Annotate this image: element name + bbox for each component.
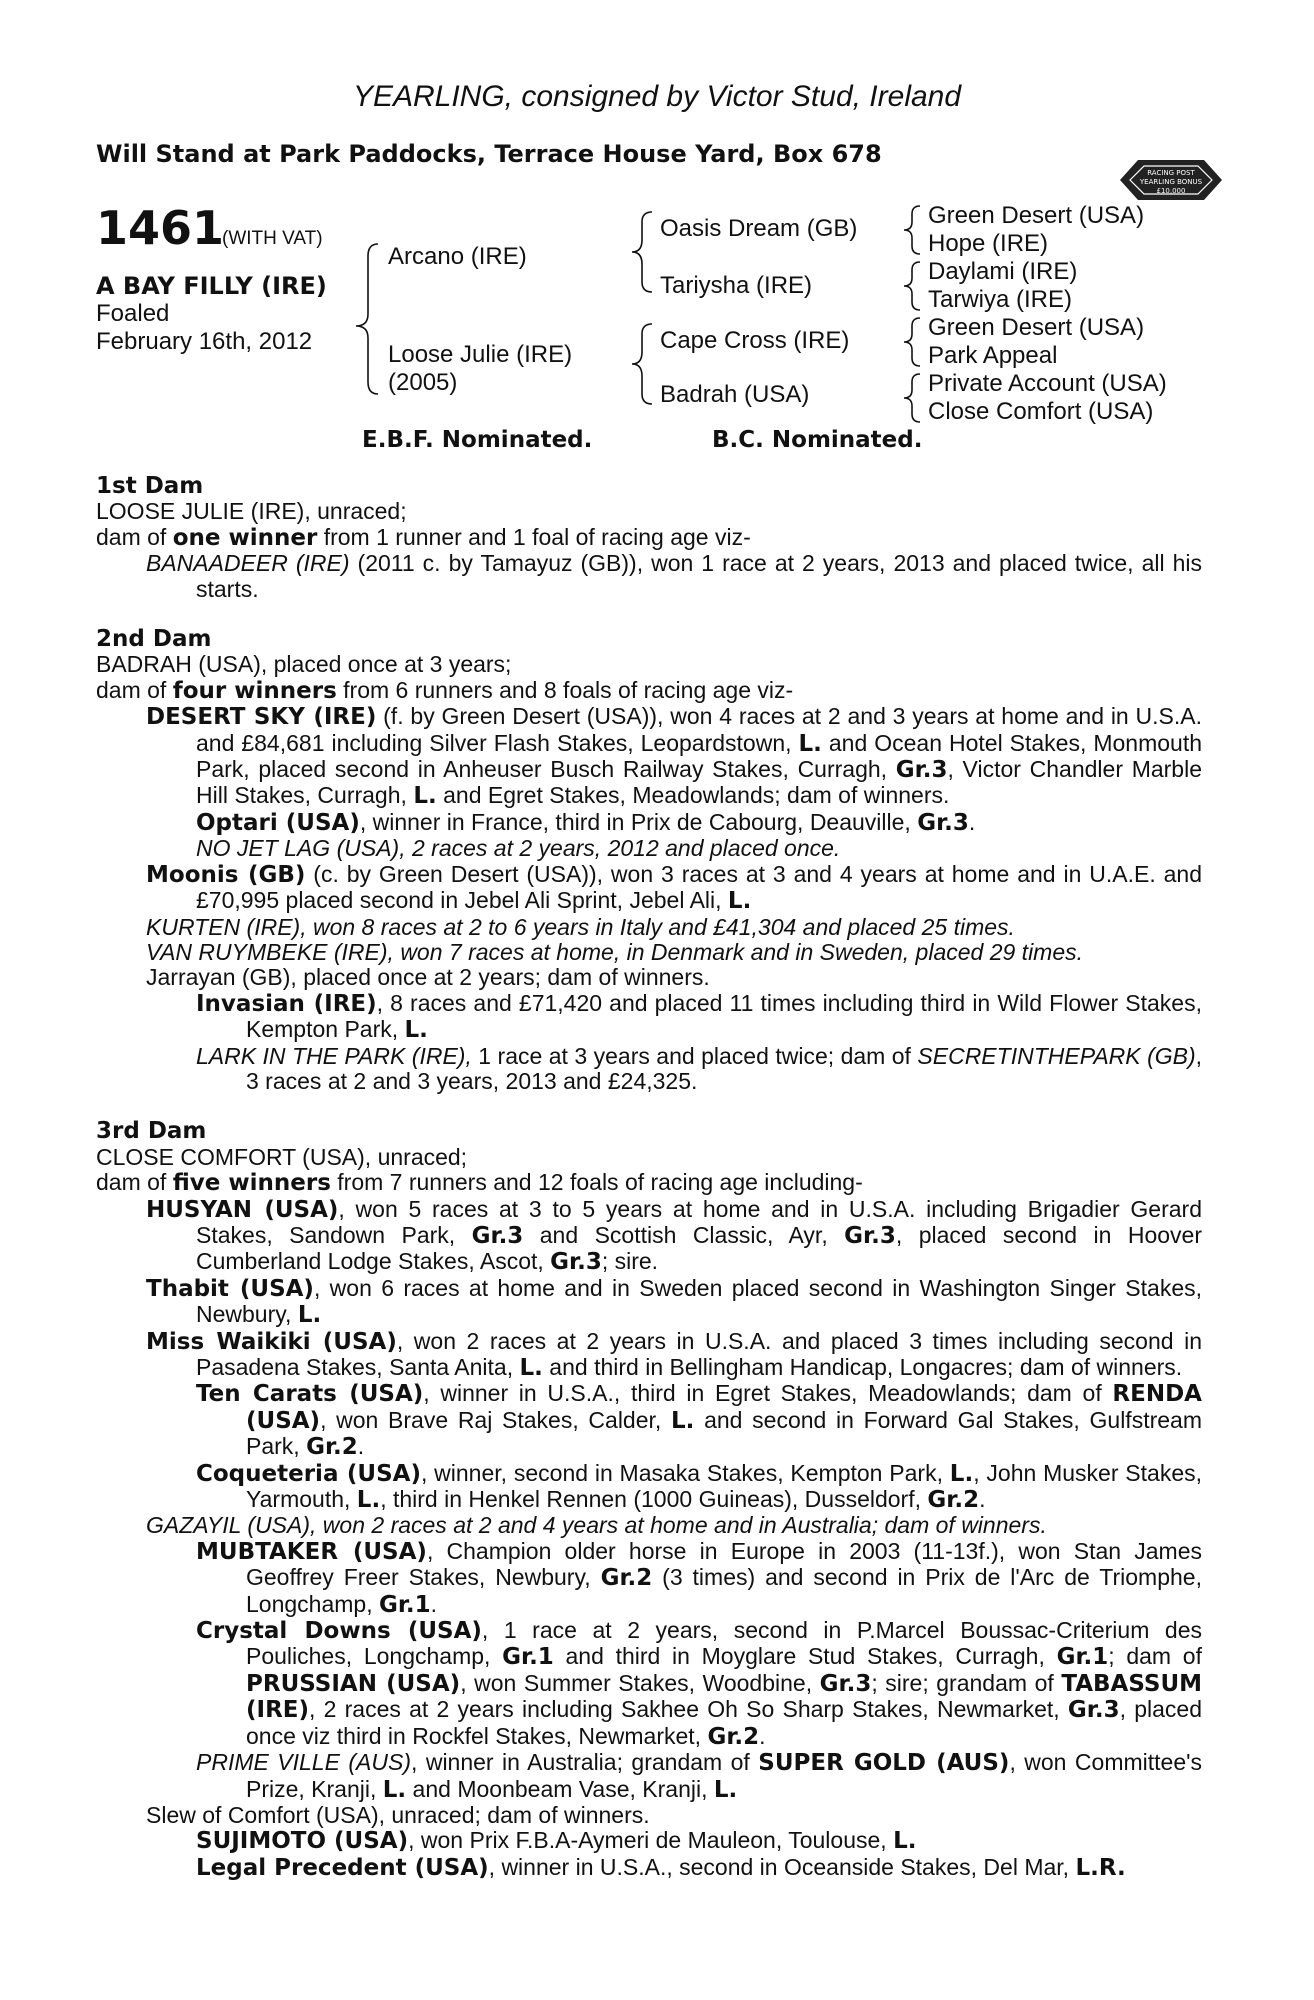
bc-nominated: B.C. Nominated. (712, 427, 923, 453)
pedigree-gg-7: Private Account (USA) (928, 370, 1167, 397)
second-dam-produce: dam of four winners from 6 runners and 8 foals of racing age viz- (96, 676, 794, 704)
foaled-date: February 16th, 2012 (96, 328, 313, 355)
third-dam-produce: dam of five winners from 7 runners and 12 foals of racing age including- (96, 1169, 863, 1197)
pedigree-dam: Loose Julie (IRE) (388, 341, 573, 368)
first-dam-heading: 1st Dam (96, 473, 204, 499)
pedigree-gg-8: Close Comfort (USA) (928, 398, 1154, 425)
produce-entry: Ten Carats (USA), winner in U.S.A., third in Egret Stakes, Meadowlands; dam of RENDA (USA), won Brave Raj Stakes, Calder, L. and second in Forward Gal Stakes, Gulfstream Park, Gr.2. (196, 1380, 1202, 1461)
second-dam-heading: 2nd Dam (96, 626, 212, 653)
lot-number: 1461 (96, 201, 225, 255)
badge-amount-text: £10,000 (1156, 187, 1186, 195)
pedigree-gg-5: Green Desert (USA) (928, 314, 1145, 341)
produce-entry: Coqueteria (USA), winner, second in Masaka Stakes, Kempton Park, L., John Musker Stakes, Yarmouth, L., third in Henkel Rennen (1000 Guineas), Dusseldorf, Gr.2. (196, 1459, 1203, 1514)
produce-entry: Optari (USA), winner in France, third in Prix de Cabourg, Deauville, Gr.3. (196, 808, 976, 836)
produce-entry: Thabit (USA), won 6 races at home and in Sweden placed second in Washington Singer Stakes, Newbury, L. (146, 1274, 1203, 1329)
produce-entry: Moonis (GB) (c. by Green Desert (USA)), won 3 races at 3 and 4 years at home and in U.A.E. and £70,995 placed second in Jebel Ali Sprint, Jebel Ali, L. (146, 860, 1202, 915)
pedigree-gg-1: Green Desert (USA) (928, 202, 1145, 229)
pedigree-dam-year: (2005) (388, 369, 458, 396)
second-dam-line: BADRAH (USA), placed once at 3 years; (96, 651, 512, 678)
pedigree-gg-6: Park Appeal (928, 342, 1058, 369)
foaled-label: Foaled (96, 300, 170, 327)
catalogue-body (96, 474, 1202, 1881)
third-dam-line: CLOSE COMFORT (USA), unraced; (96, 1143, 468, 1170)
produce-entry: Crystal Downs (USA), 1 race at 2 years, second in P.Marcel Boussac-Criterium des Pouliches, Longchamp, Gr.1 and third in Moyglare Stud Stakes, Curragh, Gr.1; dam of PRUSSIAN (USA), won Summer Stakes, Woodbine, Gr.3; sire; grandam of TABASSUM (IRE), 2 races at 2 years including Sakhee Oh So Sharp Stakes, Newmarket, Gr.3, placed once viz third in Rockfel Stakes, Newmarket, Gr.2. (196, 1617, 1203, 1750)
produce-entry: LARK IN THE PARK (IRE), 1 race at 3 years and placed twice; dam of SECRETINTHEPARK (GB), 3 races at 2 and 3 years, 2013 and £24,325. (196, 1042, 1203, 1094)
pedigree-gg-3: Daylami (IRE) (928, 258, 1078, 285)
produce-entry: Invasian (IRE), 8 races and £71,420 and placed 11 times including third in Wild Flower Stakes, Kempton Park, L. (196, 989, 1202, 1044)
produce-entry: VAN RUYMBEKE (IRE), won 7 races at home, in Denmark and in Sweden, placed 29 times. (146, 938, 1084, 965)
produce-entry: BANAADEER (IRE) (2011 c. by Tamayuz (GB)), won 1 race at 2 years, 2013 and placed twice, all his starts. (146, 550, 1202, 602)
badge-top-text: RACING POST (1147, 169, 1195, 177)
produce-entry: Jarrayan (GB), placed once at 2 years; dam of winners. (146, 964, 710, 991)
produce-entry: DESERT SKY (IRE) (f. by Green Desert (USA)), won 4 races at 2 and 3 years at home and in U.S.A. and £84,681 including Silver Flash Stakes, Leopardstown, L. and Ocean Hotel Stakes, Monmouth Park, placed second in Anheuser Busch Railway Stakes, Curragh, Gr.3, Victor Chandler Marble Hill Stakes, Curragh, L. and Egret Stakes, Meadowlands; dam of winners. (146, 703, 1203, 810)
pedigree-gg-4: Tarwiya (IRE) (928, 286, 1073, 313)
produce-entry: HUSYAN (USA), won 5 races at 3 to 5 years at home and in U.S.A. including Brigadier Gerard Stakes, Sandown Park, Gr.3 and Scottish Classic, Ayr, Gr.3, placed second in Hoover Cumberland Lodge Stakes, Ascot, Gr.3; sire. (146, 1195, 1203, 1276)
first-dam-produce: dam of one winner from 1 runner and 1 foal of racing age viz- (96, 523, 751, 551)
pedigree-dam-dam: Badrah (USA) (660, 381, 810, 408)
pedigree-sire-sire: Oasis Dream (GB) (660, 215, 858, 242)
produce-entry: Legal Precedent (USA), winner in U.S.A., second in Oceanside Stakes, Del Mar, L.R. (196, 1853, 1126, 1881)
first-dam-line: LOOSE JULIE (IRE), unraced; (96, 498, 407, 525)
ebf-nominated: E.B.F. Nominated. (362, 427, 593, 453)
produce-entry: KURTEN (IRE), won 8 races at 2 to 6 years in Italy and £41,304 and placed 25 times. (146, 913, 1015, 940)
produce-entry: MUBTAKER (USA), Champion older horse in Europe in 2003 (11-13f.), won Stan James Geoffrey Freer Stakes, Newbury, Gr.2 (3 times) and second in Prix de l'Arc de Triomphe, Longchamp, Gr.1. (196, 1537, 1203, 1618)
badge-mid-text: YEARLING BONUS (1139, 178, 1203, 186)
stand-location: Will Stand at Park Paddocks, Terrace House Yard, Box 678 (96, 140, 882, 168)
pedigree-sire: Arcano (IRE) (388, 243, 527, 270)
third-dam-heading: 3rd Dam (96, 1118, 207, 1145)
horse-title: A BAY FILLY (IRE) (96, 272, 327, 300)
produce-entry: PRIME VILLE (AUS), winner in Australia; grandam of SUPER GOLD (AUS), won Committee's Prize, Kranji, L. and Moonbeam Vase, Kranji, L. (196, 1749, 1203, 1803)
produce-entry: Slew of Comfort (USA), unraced; dam of winners. (146, 1801, 650, 1828)
pedigree-sire-dam: Tariysha (IRE) (660, 272, 813, 299)
produce-entry: GAZAYIL (USA), won 2 races at 2 and 4 years at home and in Australia; dam of winners. (146, 1512, 1047, 1539)
page-subtitle: YEARLING, consigned by Victor Stud, Ireland (352, 80, 962, 113)
produce-entry: Miss Waikiki (USA), won 2 races at 2 years in U.S.A. and placed 3 times including second in Pasadena Stakes, Santa Anita, L. and third in Bellingham Handicap, Longacres; dam of winners. (146, 1327, 1202, 1381)
vat-note: (WITH VAT) (222, 228, 323, 249)
pedigree-dam-sire: Cape Cross (IRE) (660, 327, 850, 354)
pedigree-gg-2: Hope (IRE) (928, 230, 1049, 257)
produce-entry: SUJIMOTO (USA), won Prix F.B.A-Aymeri de Mauleon, Toulouse, L. (196, 1827, 917, 1855)
produce-entry: NO JET LAG (USA), 2 races at 2 years, 2012 and placed once. (196, 835, 841, 862)
